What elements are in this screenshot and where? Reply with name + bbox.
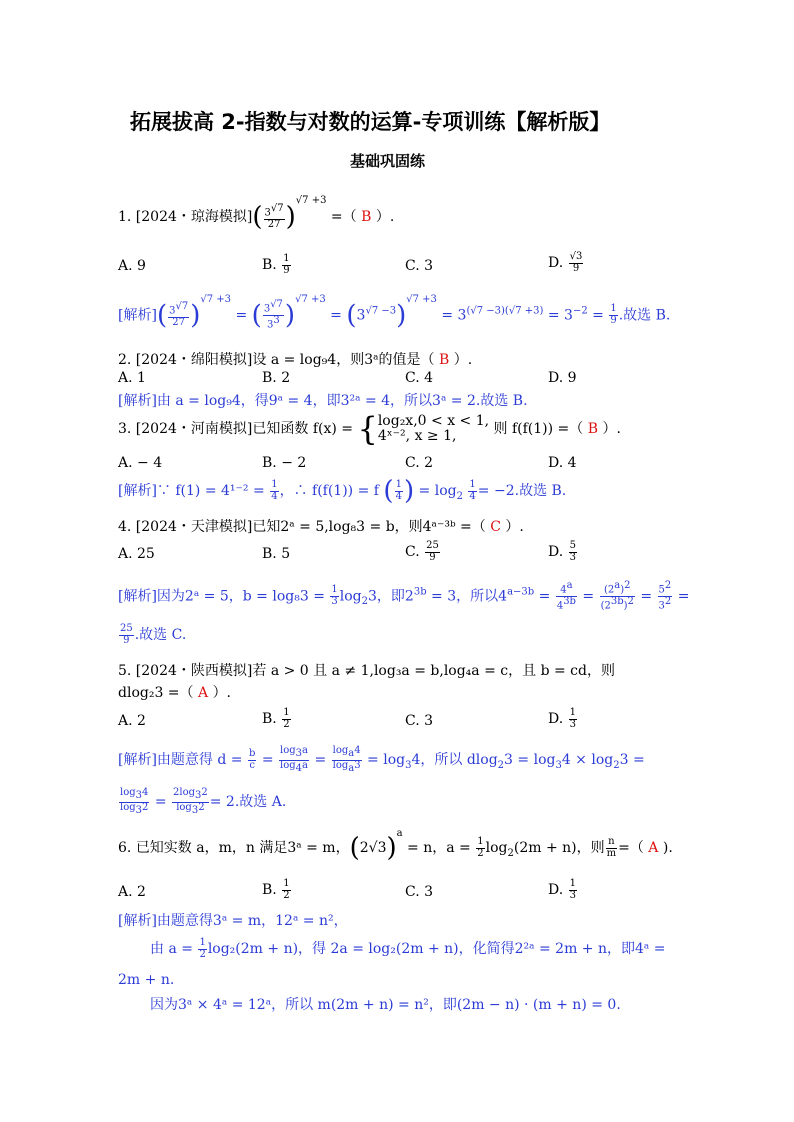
q4-solution: [解析]因为2ᵃ = 5，b = log₈3 = $\frac{1}{3}$ $\log_23$，即$2^{3b} = 3$，所以$4^{a-3b}$ = $\frac{4^a}{4^{3b}}$ = $\frac{(2^a)^2}{(2^{3b})^2}$ = $\frac{5^2}{3^2}$ =: [118, 580, 690, 612]
q6-answer: A: [648, 840, 659, 856]
q1-option-a: A. 9: [118, 258, 146, 274]
q6-solution-line3: 2m + n.: [118, 972, 175, 988]
q3-option-d: D. 4: [548, 455, 577, 471]
q1-stem-end: ）.: [375, 209, 395, 225]
q2-option-b: B. 2: [262, 370, 291, 386]
q1-option-b: B. $\frac{1}{9}$: [262, 253, 290, 276]
question-2: 2. [2024・绵阳模拟]设 a = log₉4，则3ᵃ的值是（ B ）.: [118, 352, 473, 368]
q3-solution: [解析]∵ f(1) = 4¹⁻² = $\frac{1}{4}$ ，∴ f(f(1)) = f ( $\frac{1}{4}$ ) = $\log_2$ $\frac{1}{4}$ = −2.故选 B.: [118, 476, 567, 506]
q3-option-a: A. − 4: [118, 455, 163, 471]
question-1: 1. [2024・琼海模拟]( $\frac{3^{√7}}{27}$ )$^{√7 +3}$ =（ B ）.: [118, 195, 395, 232]
q1-answer: B: [361, 209, 372, 225]
q2-answer: B: [438, 352, 450, 368]
q3-option-b: B. − 2: [262, 455, 307, 471]
q5-option-b: B. $\frac{1}{2}$: [262, 707, 290, 730]
question-6: 6. 已知实数 a，m，n 满足3ᵃ = m，$(2√3)^a = n$，a = $\frac{1}{2}$ $\log_2(2m + n)$，则 $\frac{n}{m}$ =（ A ).: [118, 828, 673, 863]
q2-option-c: C. 4: [405, 370, 434, 386]
q3-option-c: C. 2: [405, 455, 434, 471]
question-5-line2: dlog₂3 =（ A ）.: [118, 685, 232, 701]
q2-option-a: A. 1: [118, 370, 146, 386]
q4-option-c: C. $\frac{25}{9}$: [405, 540, 439, 563]
q1-solution: [解析]( $\frac{3^{√7}}{27}$ )$^{√7 +3}$ = ( $\frac{3^{√7}}{3^3}$ )$^{√7 +3} = (3^{√7 -3})^{√7 +3} = 3^{(√7 -3)(√7 +3)} = 3^{-2}$ = $\frac{1}{9}$ .故选 B.: [118, 293, 671, 331]
q6-option-c: C. 3: [405, 884, 434, 900]
q3-answer: B: [587, 421, 599, 437]
q4-solution-cont: $\frac{25}{9}$ .故选 C.: [120, 623, 187, 646]
question-4: 4. [2024・天津模拟]已知2ᵃ = 5,log₈3 = b，则4ᵃ⁻³ᵇ =（ C ）.: [118, 519, 524, 535]
q6-solution-line4: 因为3ᵃ × 4ᵃ = 12ᵃ，所以 m(2m + n) = n²，即(2m − n) · (m + n) = 0.: [150, 997, 621, 1013]
q4-option-a: A. 25: [118, 546, 155, 562]
q1-option-c: C. 3: [405, 258, 434, 274]
q1-option-d: D. $\frac{√3}{9}$: [548, 251, 583, 274]
q5-solution: [解析]由题意得 d = $\frac{b}{c}$ = $\frac{\log_3a}{\log_4a}$ = $\frac{\log_a4}{\log_a3}$ = $\log_34$，所以 $dlog_23 = \log_34 \times \log_23$ =: [118, 745, 645, 774]
q5-option-a: A. 2: [118, 713, 146, 729]
page-title: 拓展拔高 2-指数与对数的运算-专项训练【解析版】: [130, 110, 611, 134]
q1-stem: =（: [330, 209, 357, 225]
q6-solution-line1: [解析]由题意得3ᵃ = m，12ᵃ = n²，: [118, 913, 348, 929]
q6-option-b: B. $\frac{1}{2}$: [262, 878, 290, 901]
q2-solution: [解析]由 a = log₉4，得9ᵃ = 4，即3²ᵃ = 4，所以3ᵃ = 2.故选 B.: [118, 393, 528, 409]
q4-option-b: B. 5: [262, 546, 291, 562]
q4-option-d: D. $\frac{5}{3}$: [548, 540, 577, 563]
section-subtitle: 基础巩固练: [350, 152, 426, 170]
q6-option-d: D. $\frac{1}{3}$: [548, 878, 577, 901]
q6-option-a: A. 2: [118, 884, 146, 900]
q1-source: 1. [2024・琼海模拟]: [118, 209, 253, 225]
question-5: 5. [2024・陕西模拟]若 a > 0 且 a ≠ 1,log₃a = b,log₄a = c，且 b = cd，则: [118, 663, 615, 679]
q5-option-c: C. 3: [405, 713, 434, 729]
q6-solution-line2: 由 a = $\frac{1}{2}$ log₂(2m + n)，得 2a = log₂(2m + n)，化简得2²ᵃ = 2m + n，即4ᵃ =: [150, 937, 666, 960]
q5-solution-cont: $\frac{\log_34}{\log_32}$ = $\frac{2\log_32}{\log_32}$ = 2.故选 A.: [120, 787, 287, 816]
q4-answer: C: [490, 519, 501, 535]
q5-option-d: D. $\frac{1}{3}$: [548, 707, 577, 730]
q2-option-d: D. 9: [548, 370, 577, 386]
q5-answer: A: [197, 685, 209, 701]
question-3: 3. [2024・河南模拟]已知函数 f(x) = {log₂x,0 < x < 1, 4ˣ⁻², x ≥ 1, 则 f(f(1)) =（ B ）.: [118, 410, 621, 448]
